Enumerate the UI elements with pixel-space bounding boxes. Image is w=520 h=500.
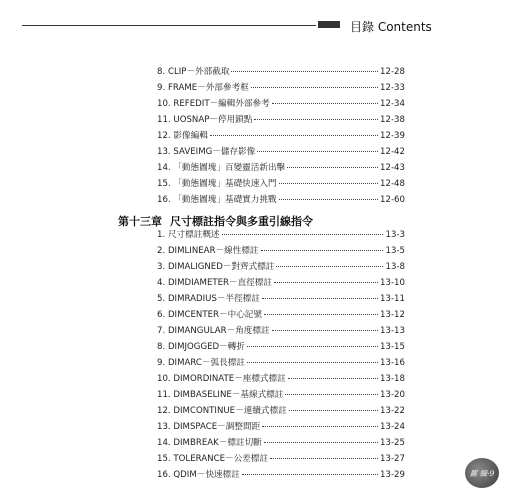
dot-leader [222,225,384,235]
toc-entry-number: 13. [157,147,171,157]
dot-leader [254,110,378,120]
toc-entry-page: 13-25 [380,438,405,448]
dot-leader [272,321,378,331]
toc-entry-page: 12-28 [380,67,405,77]
toc-entry-page: 12-43 [380,163,405,173]
toc-entry-number: 1. [157,230,166,240]
toc-entry-number: 9. [157,358,166,368]
dot-leader [231,62,378,72]
header-rule [22,25,316,26]
toc-entry-title: DIMRADIUS－半徑標註 [167,294,260,304]
toc-entry-number: 16. [157,195,171,205]
dot-leader [272,94,378,104]
toc-entry-page: 13-20 [380,390,405,400]
toc-entry-page: 13-5 [385,246,405,256]
dot-leader [261,241,384,251]
page-header-title: 目錄 Contents [350,20,432,34]
toc-entry-title: QDIM－快速標註 [173,470,240,480]
dot-leader [264,305,378,315]
toc-entry-number: 2. [157,246,166,256]
dot-leader [264,433,378,443]
toc-entry-page: 12-39 [380,131,405,141]
toc-entry-page: 12-34 [380,99,405,109]
chapter-title: 尺寸標註指令與多重引線指令 [170,215,313,228]
toc-entry-number: 16. [157,470,171,480]
dot-leader [289,401,378,411]
toc-entry-page: 13-8 [385,262,405,272]
toc-entry-number: 13. [157,422,171,432]
dot-leader [210,126,378,136]
toc-entry-title: DIMARC－弧長標註 [167,358,245,368]
toc-entry-title: SAVEIMG－儲存影像 [173,147,256,157]
toc-entry-page: 13-27 [380,454,405,464]
dot-leader [262,417,378,427]
dot-leader [262,289,378,299]
toc-entry-title: 影像編輯 [173,131,208,141]
toc-entry-page: 12-33 [380,83,405,93]
toc-entry-page: 13-12 [380,310,405,320]
toc-entry-number: 14. [157,438,171,448]
toc-entry-number: 12. [157,131,171,141]
toc-entry-page: 13-18 [380,374,405,384]
toc-entry-title: DIMSPACE－調整間距 [173,422,261,432]
toc-entry-title: 「動態圖塊」百變靈活新出擊 [173,163,286,173]
toc-entry-page: 12-42 [380,147,405,157]
header-marker [318,21,340,28]
toc-entry-number: 5. [157,294,166,304]
toc-entry-title: 「動態圖塊」基礎實力挑戰 [173,195,277,205]
dot-leader [242,465,378,475]
toc-entry-page: 13-3 [385,230,405,240]
toc-entry-title: DIMORDINATE－座標式標註 [173,374,286,384]
toc-entry-title: DIMDIAMETER－直徑標註 [167,278,272,288]
dot-leader [251,78,378,88]
toc-entry-title: REFEDIT－編輯外部參考 [173,99,270,109]
toc-entry-number: 8. [157,67,166,77]
dot-leader [287,158,378,168]
toc-entry-title: 「動態圖塊」基礎快速入門 [173,179,277,189]
toc-entry-number: 11. [157,390,171,400]
toc-entry-page: 13-10 [380,278,405,288]
toc-entry-title: DIMANGULAR－角度標註 [167,326,270,336]
toc-entry-page: 12-48 [380,179,405,189]
toc-entry-title: CLIP－外部截取 [167,67,230,77]
toc-entry[interactable] [157,467,405,484]
toc-entry-number: 10. [157,99,171,109]
toc-entry-title: DIMJOGGED－轉折 [167,342,245,352]
toc-entry-title: DIMBASELINE－基線式標註 [173,390,284,400]
toc-entry-page: 13-16 [380,358,405,368]
toc-entry[interactable] [157,192,405,209]
toc-entry-number: 6. [157,310,166,320]
toc-entry-number: 8. [157,342,166,352]
toc-entry-title: DIMBREAK－標註切斷 [173,438,262,448]
toc-entry-title: TOLERANCE－公差標註 [173,454,268,464]
dot-leader [274,273,378,283]
toc-entry-title: DIMALIGNED－對齊式標註 [167,262,275,272]
dot-leader [279,190,378,200]
toc-entry-title: DIMLINEAR－線性標註 [167,246,259,256]
chapter-number: 第十三章 [118,215,162,228]
toc-entry-page: 13-11 [380,294,405,304]
dot-leader [257,142,378,152]
toc-entry-number: 15. [157,454,171,464]
dot-leader [279,174,378,184]
toc-entry-title: FRAME－外部參考框 [167,83,249,93]
toc-entry-page: 13-15 [380,342,405,352]
toc-entry-page: 13-13 [380,326,405,336]
toc-entry-page: 13-29 [380,470,405,480]
toc-entry-number: 12. [157,406,171,416]
dot-leader [276,257,383,267]
dot-leader [288,369,378,379]
toc-entry-page: 12-60 [380,195,405,205]
dot-leader [247,337,378,347]
toc-entry-number: 11. [157,115,171,125]
dot-leader [285,385,378,395]
toc-entry-title: UOSNAP－停用鎖點 [173,115,253,125]
dot-leader [247,353,378,363]
page-number-badge: 羅 織·9 [465,458,499,488]
toc-entry-number: 10. [157,374,171,384]
toc-entry-number: 14. [157,163,171,173]
toc-entry-number: 9. [157,83,166,93]
toc-entry-number: 7. [157,326,166,336]
toc-entry-title: DIMCONTINUE－連續式標註 [173,406,287,416]
toc-entry-title: DIMCENTER－中心記號 [167,310,262,320]
toc-entry-page: 13-24 [380,422,405,432]
toc-entry-title: 尺寸標註概述 [167,230,220,240]
toc-entry-number: 4. [157,278,166,288]
toc-entry-page: 13-22 [380,406,405,416]
dot-leader [270,449,378,459]
toc-entry-number: 15. [157,179,171,189]
toc-entry-page: 12-38 [380,115,405,125]
toc-entry-number: 3. [157,262,166,272]
